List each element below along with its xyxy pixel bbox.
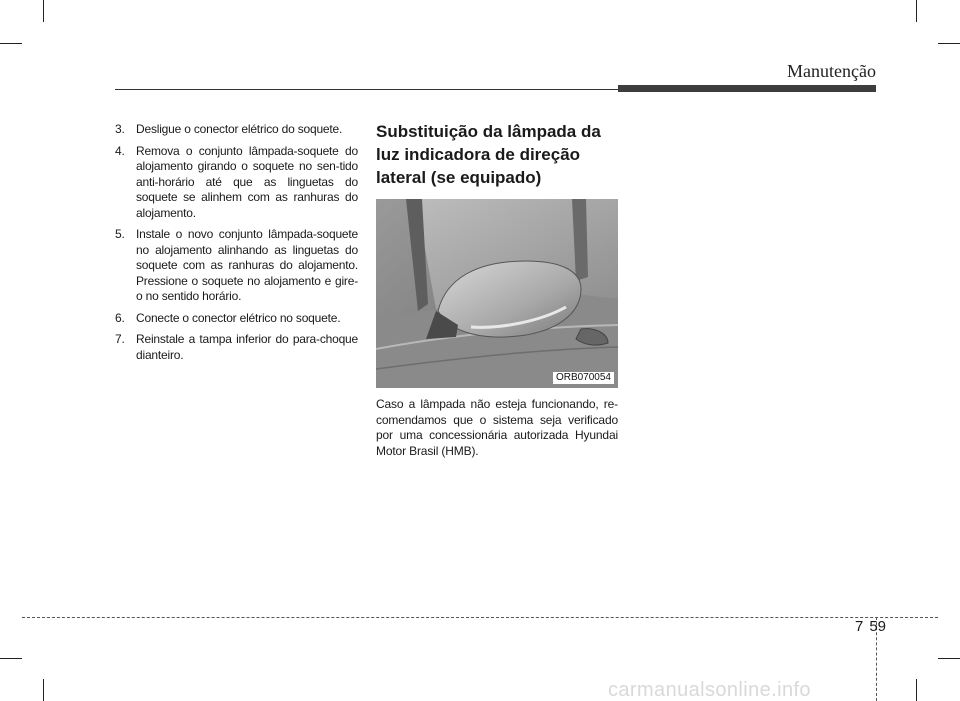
crop-mark [916,0,917,22]
watermark-text: carmanualsonline.info [608,679,811,701]
step-item [115,332,358,363]
step-item [115,144,358,222]
footer-rule [22,617,938,618]
step-number: 6. [115,310,125,325]
left-column [115,122,358,369]
crop-mark [916,679,917,701]
step-item [115,311,358,327]
side-mirror-figure [376,199,618,388]
step-number: 4. [115,143,125,158]
step-text: Reinstale a tampa inferior do para-choque dianteiro. [136,332,358,362]
step-text: Conecte o conector elétrico no soquete. [136,310,341,325]
crop-mark [938,43,960,44]
side-mirror-illustration [376,199,618,388]
section-body-text: Caso a lâmpada não esteja funcionando, re-comendamos que o sistema seja verificado por uma concessionária autorizada Hyundai Motor Brasil (HMB). [376,397,618,458]
section-header-title: Manutenção [787,61,876,81]
header-rule [115,89,618,90]
step-text: Desligue o conector elétrico do soquete. [136,122,343,136]
chapter-number: 7 [855,618,864,635]
figure-code: ORB070054 [553,372,614,384]
step-number: 3. [115,122,125,136]
section-title: Substituição da lâmpada da luz indicadora de direção lateral (se equipado) [376,122,601,187]
crop-mark [938,658,960,659]
crop-mark [0,43,22,44]
crop-mark [43,0,44,22]
steps-list [115,122,358,363]
step-text: Instale o novo conjunto lâmpada-soquete no alojamento alinhando as linguetas do soquete com as ranhuras do alojamento. Pressione o soquete no alojamento e gire-o no sentido horário. [136,227,358,303]
right-column [376,120,618,459]
step-number: 5. [115,227,125,241]
step-number: 7. [115,332,125,346]
page-number-value: 59 [869,618,887,635]
page-number [855,617,886,637]
header-bar [618,85,876,92]
step-text: Remova o conjunto lâmpada-soquete do alojamento girando o soquete no sen-tido anti-horário até que as linguetas do soquete se alinhem com as ranhuras do alojamento. [136,143,358,220]
crop-mark [43,679,44,701]
step-item [115,227,358,305]
step-item [115,122,358,138]
crop-mark [0,658,22,659]
